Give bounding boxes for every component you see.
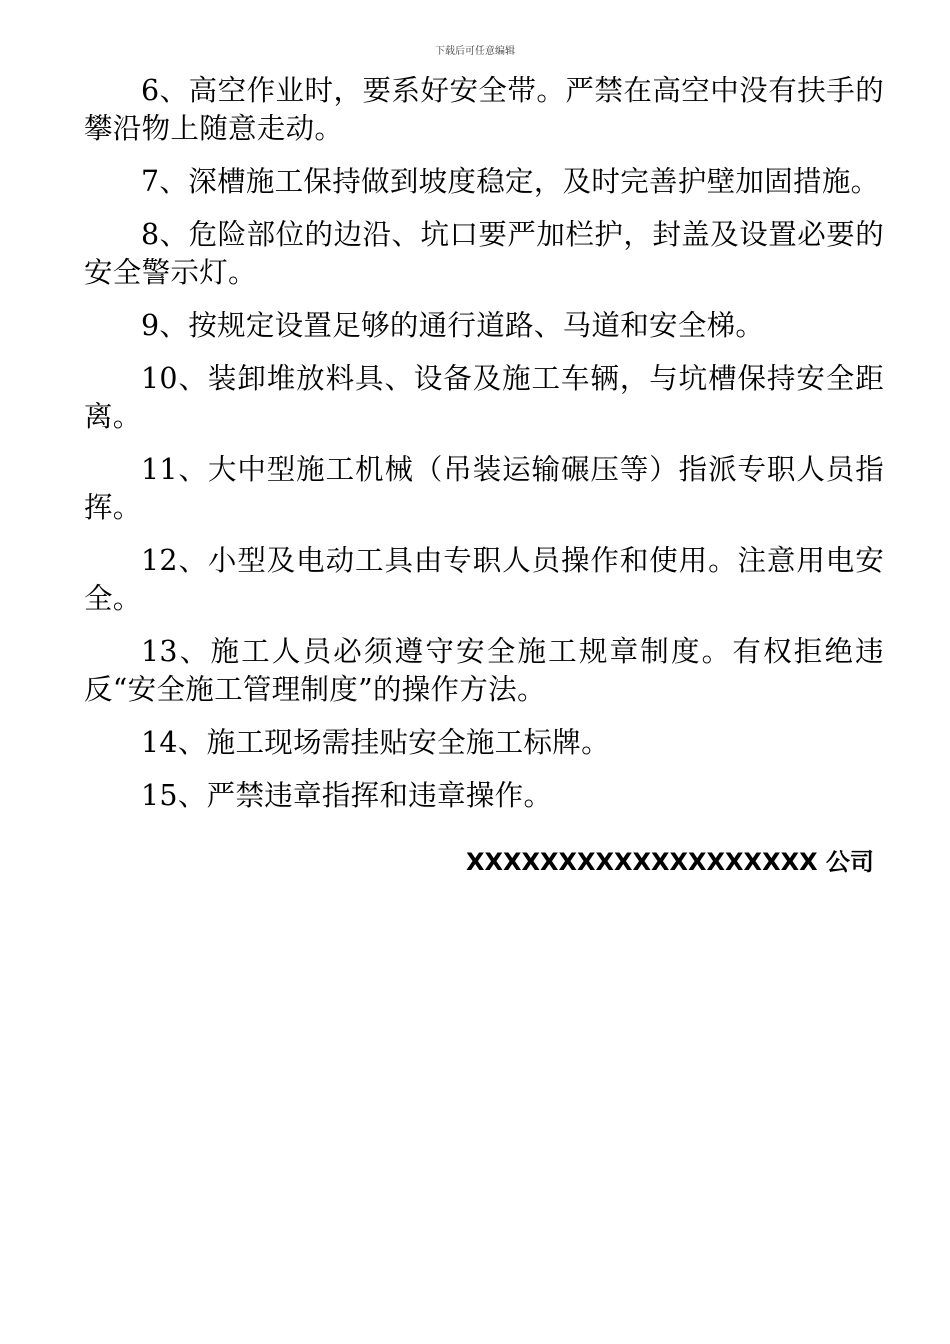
rule-item-11: 11、大中型施工机械（吊装运输碾压等）指派专职人员指挥。 [84,453,884,524]
rule-item-12: 12、小型及电动工具由专职人员操作和使用。注意用电安全。 [84,544,884,615]
rule-item-9: 9、按规定设置足够的通行道路、马道和安全梯。 [141,309,765,342]
rule-item-14: 14、施工现场需挂贴安全施工标牌。 [141,726,610,759]
page-header-note: 下载后可任意编辑 [435,46,515,57]
rule-item-13: 13、施工人员必须遵守安全施工规章制度。有权拒绝违反“安全施工管理制度”的操作方法。 [84,635,884,706]
rule-item-10: 10、装卸堆放料具、设备及施工车辆，与坑槽保持安全距离。 [84,362,884,433]
rule-item-6: 6、高空作业时，要系好安全带。严禁在高空中没有扶手的攀沿物上随意走动。 [84,74,884,145]
rule-item-15: 15、严禁违章指挥和违章操作。 [141,779,553,812]
rule-item-8: 8、危险部位的边沿、坑口要严加栏护，封盖及设置必要的安全警示灯。 [84,218,884,289]
rules-list [84,72,884,830]
rule-item-7: 7、深槽施工保持做到坡度稳定，及时完善护壁加固措施。 [141,165,880,198]
company-signature: XXXXXXXXXXXXXXXXXXX 公司 [466,848,874,876]
